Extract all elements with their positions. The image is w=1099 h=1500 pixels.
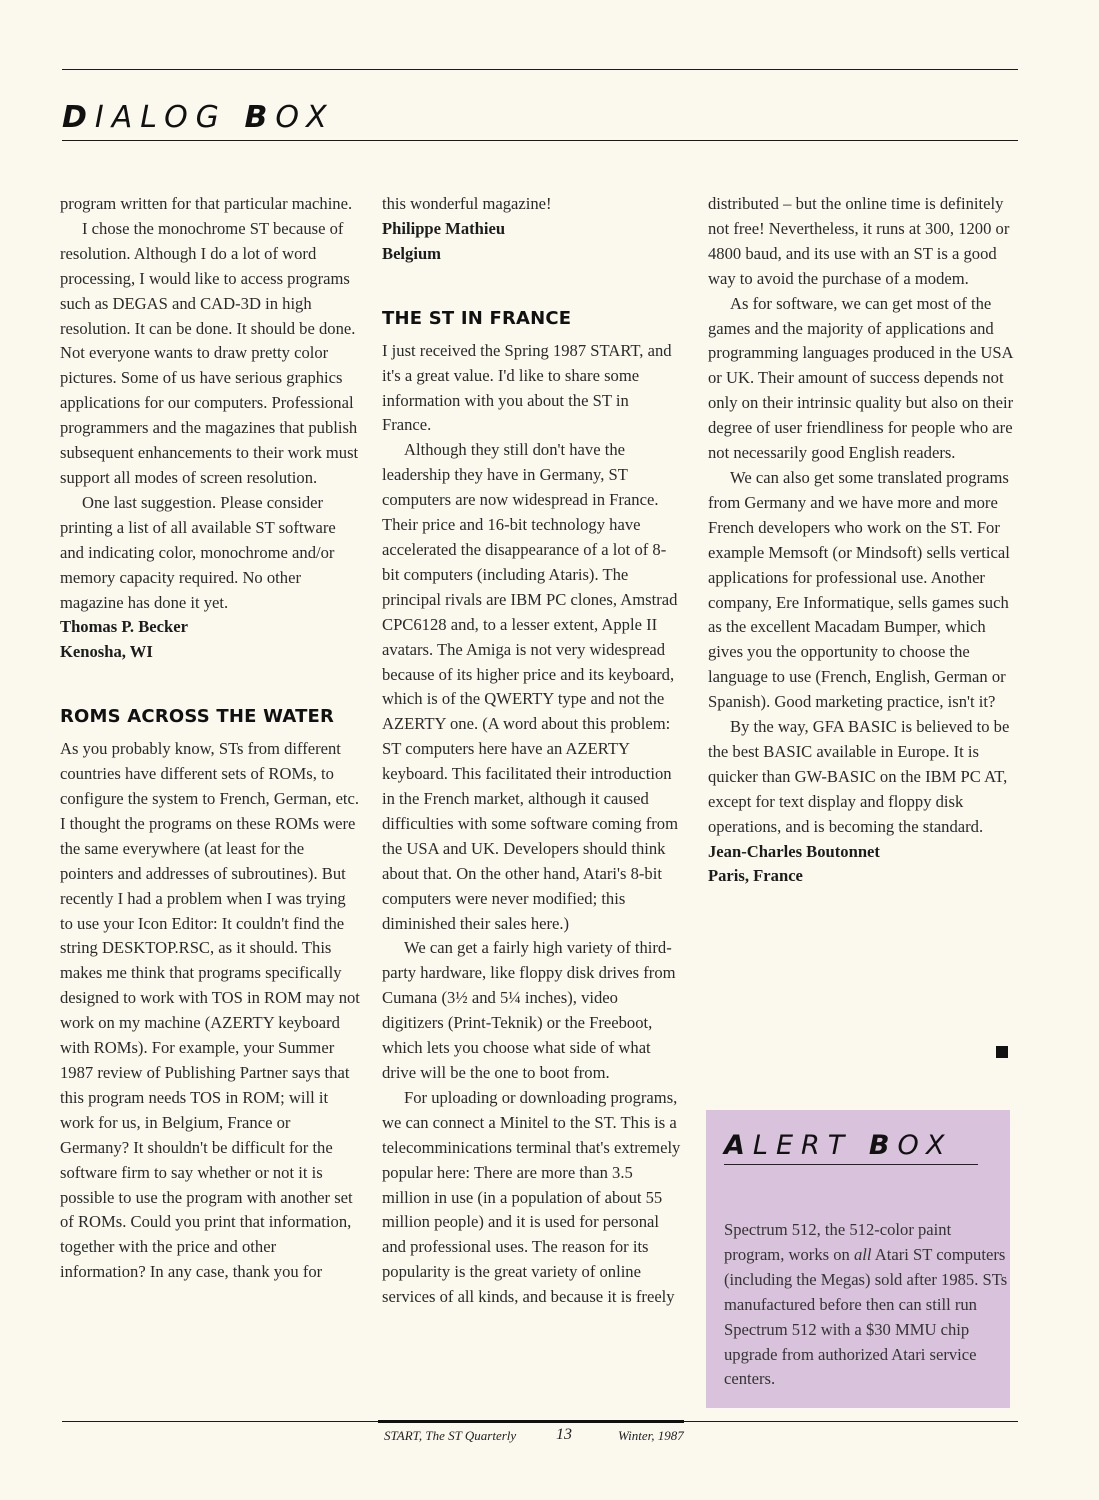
section-title: THE ST IN FRANCE — [382, 307, 572, 329]
signature-place: Kenosha, WI — [60, 642, 153, 662]
alert-box-text: Spectrum 512, the 512-color paint program, works on all Atari ST computers (including the Megas) sold after 1985. STs manufactured before then can still run Spectrum 512 with a $30 MMU chip upgrade from authorized Atari service centers. — [724, 1220, 1008, 1389]
section-header: DIALOG BOX — [62, 100, 335, 135]
paragraph: I chose the monochrome ST because of resolution. Although I do a lot of word processing, I would like to access programs such as DEGAS and CAD-3D in high resolution. It can be done. It should be done. Not everyone wants to draw pretty color pictures. Some of us have serious graphics applications for our computers. Professional programmers and the magazines that publish subsequent enhancements to their work must support all modes of screen resolution. — [60, 218, 359, 487]
section-title: ROMS ACROSS THE WATER — [60, 706, 335, 728]
top-rule — [62, 69, 1018, 70]
column-1 — [60, 192, 360, 1285]
paragraph: By the way, GFA BASIC is believed to be the best BASIC available in Europe. It is quicker than GW-BASIC on the IBM PC AT, except for text display and floppy disk operations, and is becoming the standard. — [708, 717, 1010, 836]
footer-publication: START, The ST Quarterly — [384, 1428, 517, 1443]
alert-box-title: ALERT BOX — [724, 1130, 953, 1161]
signature-name: Thomas P. Becker — [60, 617, 188, 637]
paragraph: distributed – but the online time is definitely not free! Nevertheless, it runs at 300, 1200 or 4800 baud, and its use with an ST is a good way to avoid the purchase of a modem. — [708, 194, 1010, 288]
column-3 — [708, 192, 1018, 889]
signature-name: Philippe Mathieu — [382, 218, 506, 238]
alert-box — [706, 1110, 1010, 1408]
column-2 — [382, 192, 682, 1310]
paragraph: One last suggestion. Please consider printing a list of all available ST software and indicating color, monochrome and/or memory capacity required. No other magazine has done it yet. — [60, 492, 336, 612]
paragraph: program written for that particular machine. — [60, 194, 353, 213]
paragraph: Although they still don't have the leadership they have in Germany, ST computers are now widespread in France. Their price and 16-bit technology have accelerated the disappearance of a lot of 8-bit computers (including Ataris). The principal rivals are IBM PC clones, Amstrad CPC6128 and, to a lesser extent, Apple II avatars. The Amiga is not very widespread because of its higher price and its keyboard, which is of the QWERTY type and not the AZERTY one. (A word about this problem: ST computers here have an AZERTY keyboard. This facilitated their introduction in the French market, although it caused difficulties with some software coming from the USA and UK. Developers should think about that. On the other hand, Atari's 8-bit computers were never modified; this diminished their sales here.) — [382, 440, 679, 933]
paragraph: We can also get some translated programs from Germany and we have more and more French developers who work on the ST. For example Memsoft (or Mindsoft) sells vertical applications for professional use. Another company, Ere Informatique, sells games such as the excellent Macadam Bumper, which gives you the opportunity to choose the language to use (French, English, German or Spanish). Good marketing practice, isn't it? — [708, 467, 1010, 712]
footer-issue: Winter, 1987 — [618, 1428, 684, 1443]
signature-place: Paris, France — [708, 866, 803, 886]
header-rule — [62, 140, 1018, 141]
alert-box-rule — [724, 1164, 978, 1165]
paragraph: For uploading or downloading programs, we can connect a Minitel to the ST. This is a telecomminications terminal that's extremely popular here: There are more than 3.5 million in use (in a population of about 55 million people) and it is used for personal and professional uses. The reason for its popularity is the great variety of online services of all kinds, and because it is freely — [382, 1087, 681, 1307]
signature-place: Belgium — [382, 243, 442, 263]
footer-page-number: 13 — [556, 1426, 572, 1443]
footer-bar — [378, 1420, 684, 1423]
paragraph: As you probably know, STs from different countries have different sets of ROMs, to configure the system to French, German, etc. I thought the programs on these ROMs were the same everywhere (at least for the pointers and addresses of subroutines). But recently I had a problem when I was trying to use your Icon Editor: It couldn't find the string DESKTOP.RSC, as it should. This makes me think that programs specifically designed to work with TOS in ROM may not work on my machine (AZERTY keyboard with ROMs). For example, your Summer 1987 review of Publishing Partner says that this program needs TOS in ROM; will it work for us, in Belgium, France or Germany? It shouldn't be difficult for the software firm to say whether or not it is possible to use the program with another set of ROMs. Could you print that information, together with the price and other information? In any case, thank you for — [60, 739, 360, 1282]
paragraph: As for software, we can get most of the games and the majority of applications and programming languages produced in the USA or UK. Their amount of success depends not only on their intrinsic quality but also on their degree of user friendliness for people who are not necessarily good English readers. — [708, 293, 1014, 463]
paragraph: this wonderful magazine! — [382, 194, 552, 213]
signature-name: Jean-Charles Boutonnet — [708, 841, 880, 861]
paragraph: I just received the Spring 1987 START, and it's a great value. I'd like to share some information with you about the ST in France. — [382, 340, 672, 435]
paragraph: We can get a fairly high variety of third-party hardware, like floppy disk drives from Cumana (3½ and 5¼ inches), video digitizers (Print-Teknik) or the Freeboot, which lets you choose what side of what drive will be the one to boot from. — [382, 938, 676, 1082]
end-of-article-square-icon — [996, 1046, 1008, 1058]
